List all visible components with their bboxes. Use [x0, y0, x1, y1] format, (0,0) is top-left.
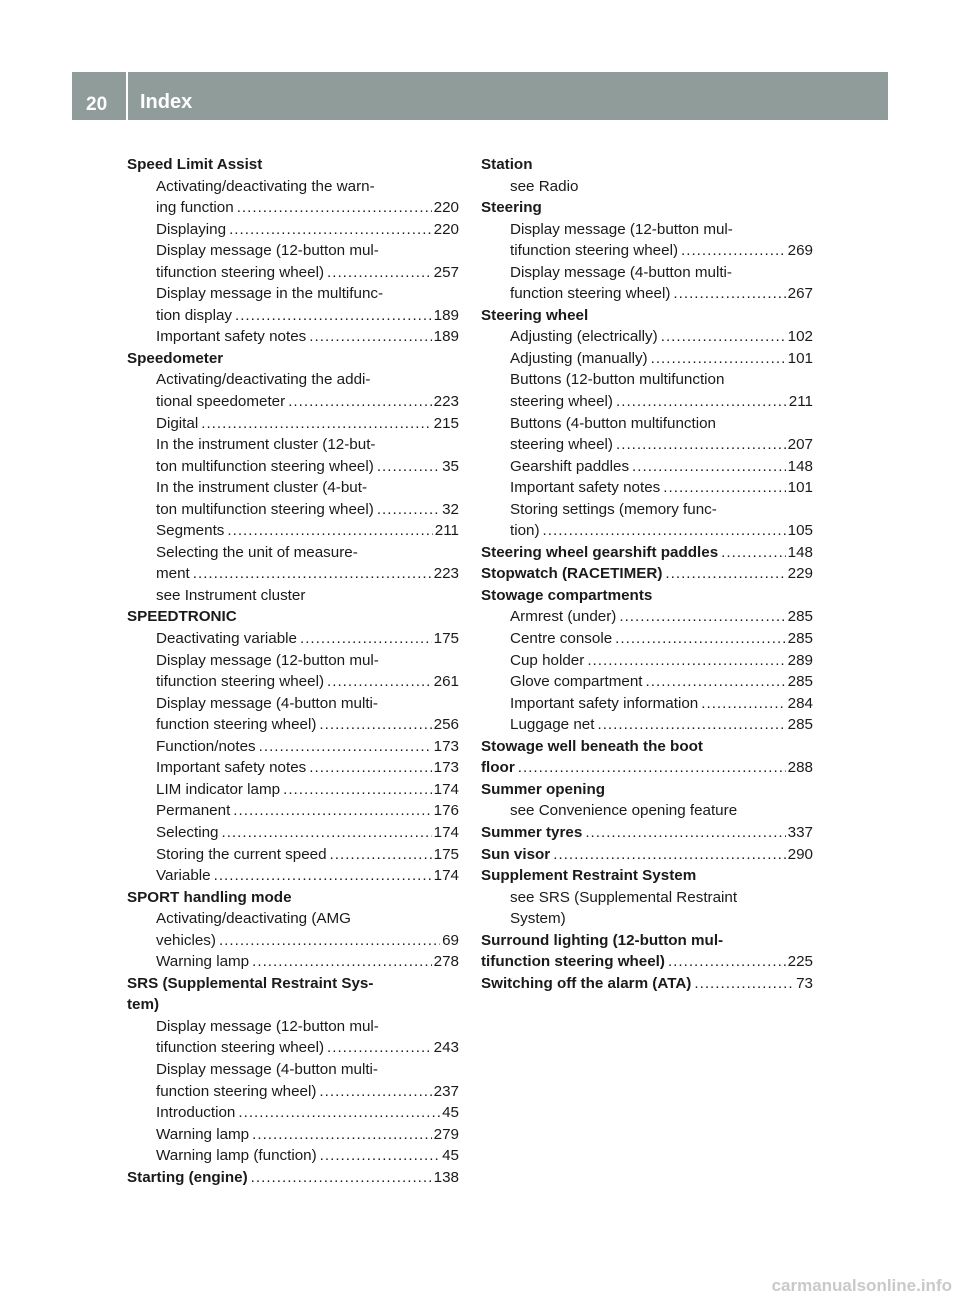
- index-subentry: [481, 520, 813, 542]
- dot-leader: [227, 520, 432, 542]
- dot-leader: [543, 520, 786, 542]
- index-subentry: Display message (4-button multi-: [156, 1060, 378, 1078]
- entry-text: Digital: [156, 414, 199, 432]
- entry-text: Centre console: [510, 630, 613, 648]
- dot-leader: [694, 973, 794, 995]
- entry-text: Glove compartment: [510, 673, 643, 691]
- index-heading: Station: [481, 156, 533, 173]
- index-subentry: [481, 326, 813, 348]
- entry-text: tion display: [156, 306, 232, 324]
- entry-text: steering wheel): [510, 393, 613, 411]
- page-reference: 189: [433, 306, 459, 324]
- page-reference: 215: [433, 414, 459, 432]
- dot-leader: [327, 1037, 432, 1059]
- index-subentry: [127, 326, 459, 348]
- dot-leader: [214, 865, 432, 887]
- entry-text: Important safety notes: [156, 759, 307, 777]
- entry-text: Introduction: [156, 1104, 236, 1122]
- index-subentry: [127, 197, 459, 219]
- entry-text: tifunction steering wheel): [156, 263, 324, 281]
- entry-text: Starting (engine): [127, 1168, 248, 1186]
- entry-text: Cup holder: [510, 651, 585, 669]
- page-reference: 229: [787, 565, 813, 583]
- page-reference: 101: [787, 349, 813, 367]
- index-subentry: see Radio: [510, 177, 579, 195]
- index-subentry: Activating/deactivating (AMG: [156, 910, 351, 928]
- page-reference: 69: [442, 931, 459, 949]
- index-subentry: [481, 240, 813, 262]
- dot-leader: [288, 391, 431, 413]
- index-subentry: [127, 1102, 459, 1124]
- index-subentry: [127, 714, 459, 736]
- index-heading: SRS (Supplemental Restraint Sys-: [127, 974, 374, 992]
- page-reference: 285: [787, 630, 813, 648]
- dot-leader: [237, 197, 432, 219]
- index-subentry: Display message (4-button multi-: [510, 263, 732, 281]
- index-heading: Surround lighting (12-button mul-: [481, 931, 724, 949]
- page-reference: 174: [433, 823, 459, 841]
- page-reference: 269: [787, 242, 813, 260]
- page-reference: 189: [433, 328, 459, 346]
- dot-leader: [319, 714, 431, 736]
- dot-leader: [681, 240, 786, 262]
- index-subentry: Display message in the multifunc-: [156, 285, 384, 303]
- page-reference: 223: [433, 565, 459, 583]
- page-reference: 261: [433, 673, 459, 691]
- index-subentry: System): [510, 910, 566, 928]
- index-subentry: Buttons (4-button multifunction: [510, 414, 716, 432]
- dot-leader: [319, 1081, 431, 1103]
- entry-text: vehicles): [156, 931, 216, 949]
- entry-text: Selecting: [156, 823, 219, 841]
- index-subentry: [481, 628, 813, 650]
- index-heading: [481, 951, 813, 973]
- page-reference: 220: [433, 199, 459, 217]
- index-heading: Summer opening: [481, 780, 606, 798]
- entry-text: Important safety information: [510, 694, 699, 712]
- page-reference: 148: [787, 543, 813, 561]
- index-subentry: [127, 671, 459, 693]
- page-reference: 148: [787, 457, 813, 475]
- index-subentry: [127, 1037, 459, 1059]
- index-subentry: see Convenience opening feature: [510, 802, 738, 820]
- page-reference: 243: [433, 1039, 459, 1057]
- entry-text: Luggage net: [510, 716, 595, 734]
- index-subentry: [481, 283, 813, 305]
- index-subentry: [481, 671, 813, 693]
- index-subentry: [127, 456, 459, 478]
- dot-leader: [259, 736, 432, 758]
- index-subentry: [127, 1124, 459, 1146]
- entry-text: tifunction steering wheel): [156, 1039, 324, 1057]
- index-subentry: [481, 434, 813, 456]
- entry-text: ment: [156, 565, 190, 583]
- entry-text: Important safety notes: [510, 479, 661, 497]
- index-subentry: [481, 456, 813, 478]
- entry-text: Deactivating variable: [156, 630, 297, 648]
- page-reference: 101: [787, 479, 813, 497]
- page-reference: 278: [433, 953, 459, 971]
- page-reference: 220: [433, 220, 459, 238]
- dot-leader: [377, 456, 440, 478]
- page-reference: 285: [787, 608, 813, 626]
- dot-leader: [283, 779, 432, 801]
- index-subentry: In the instrument cluster (12-but-: [156, 436, 376, 454]
- index-subentry: [127, 844, 459, 866]
- index-subentry: [127, 563, 459, 585]
- dot-leader: [651, 348, 786, 370]
- index-subentry: Display message (12-button mul-: [156, 242, 379, 260]
- index-subentry: [127, 822, 459, 844]
- index-heading: [481, 822, 813, 844]
- page-reference: 207: [787, 436, 813, 454]
- dot-leader: [553, 844, 785, 866]
- index-subentry: [481, 606, 813, 628]
- entry-text: Function/notes: [156, 737, 256, 755]
- dot-leader: [587, 650, 785, 672]
- dot-leader: [377, 499, 440, 521]
- page-reference: 174: [433, 867, 459, 885]
- entry-text: Sun visor: [481, 845, 551, 863]
- dot-leader: [585, 822, 785, 844]
- page-reference: 45: [442, 1147, 459, 1165]
- page-reference: 237: [433, 1082, 459, 1100]
- page-reference: 223: [433, 393, 459, 411]
- page-reference: 257: [433, 263, 459, 281]
- index-heading: [127, 1167, 459, 1189]
- dot-leader: [327, 262, 432, 284]
- dot-leader: [327, 671, 432, 693]
- index-heading: [481, 757, 813, 779]
- entry-text: Summer tyres: [481, 823, 583, 841]
- page-reference: 211: [434, 522, 459, 540]
- entry-text: tifunction steering wheel): [510, 242, 678, 260]
- index-subentry: Activating/deactivating the warn-: [156, 177, 375, 195]
- dot-leader: [233, 800, 431, 822]
- entry-text: tion): [510, 522, 540, 540]
- entry-text: Permanent: [156, 802, 231, 820]
- entry-text: Warning lamp: [156, 1125, 250, 1143]
- dot-leader: [300, 628, 432, 650]
- page-reference: 73: [796, 974, 813, 992]
- dot-leader: [252, 1124, 432, 1146]
- page-reference: 176: [433, 802, 459, 820]
- entry-text: Variable: [156, 867, 211, 885]
- index-subentry: Display message (12-button mul-: [156, 1017, 379, 1035]
- entry-text: Adjusting (manually): [510, 349, 648, 367]
- dot-leader: [193, 563, 432, 585]
- page-reference: 288: [787, 759, 813, 777]
- entry-text: Steering wheel gearshift paddles: [481, 543, 719, 561]
- dot-leader: [201, 413, 431, 435]
- page-reference: 102: [787, 328, 813, 346]
- index-heading: Speedometer: [127, 349, 224, 367]
- index-column-left: [127, 154, 459, 1188]
- dot-leader: [673, 283, 785, 305]
- index-subentry: [481, 477, 813, 499]
- index-subentry: [127, 1145, 459, 1167]
- index-subentry: [481, 391, 813, 413]
- dot-leader: [238, 1102, 440, 1124]
- entry-text: Armrest (under): [510, 608, 617, 626]
- entry-text: Switching off the alarm (ATA): [481, 974, 692, 992]
- page-reference: 32: [442, 500, 459, 518]
- index-subentry: Activating/deactivating the addi-: [156, 371, 371, 389]
- page-reference: 256: [433, 716, 459, 734]
- index-subentry: [127, 865, 459, 887]
- page-reference: 174: [433, 780, 459, 798]
- index-subentry: [127, 499, 459, 521]
- page-reference: 225: [787, 953, 813, 971]
- dot-leader: [665, 563, 785, 585]
- dot-leader: [518, 757, 786, 779]
- index-subentry: [481, 650, 813, 672]
- index-heading: [481, 563, 813, 585]
- index-subentry: [127, 262, 459, 284]
- dot-leader: [616, 391, 787, 413]
- page-reference: 285: [787, 716, 813, 734]
- index-subentry: [127, 1081, 459, 1103]
- page-reference: 45: [442, 1104, 459, 1122]
- page-reference: 173: [433, 759, 459, 777]
- entry-text: Storing the current speed: [156, 845, 327, 863]
- entry-text: Displaying: [156, 220, 227, 238]
- index-subentry: [127, 757, 459, 779]
- dot-leader: [632, 456, 786, 478]
- index-subentry: [127, 305, 459, 327]
- page-reference: 175: [433, 845, 459, 863]
- dot-leader: [309, 757, 431, 779]
- entry-text: ton multifunction steering wheel): [156, 500, 374, 518]
- dot-leader: [721, 542, 785, 564]
- dot-leader: [661, 326, 786, 348]
- page-reference: 175: [433, 630, 459, 648]
- dot-leader: [309, 326, 431, 348]
- index-subentry: see Instrument cluster: [156, 586, 306, 604]
- index-subentry: Storing settings (memory func-: [510, 500, 717, 518]
- index-subentry: [127, 930, 459, 952]
- dot-leader: [616, 434, 786, 456]
- dot-leader: [663, 477, 785, 499]
- page-reference: 211: [788, 393, 813, 411]
- index-heading: Stowage well beneath the boot: [481, 737, 703, 755]
- page-reference: 105: [787, 522, 813, 540]
- entry-text: Stopwatch (RACETIMER): [481, 565, 663, 583]
- page-reference: 290: [787, 845, 813, 863]
- page-reference: 337: [787, 823, 813, 841]
- entry-text: Gearshift paddles: [510, 457, 630, 475]
- index-heading: tem): [127, 996, 160, 1014]
- index-heading: Steering wheel: [481, 306, 589, 324]
- dot-leader: [252, 951, 432, 973]
- index-subentry: Display message (12-button mul-: [156, 651, 379, 669]
- section-title: Index: [140, 91, 193, 113]
- page-reference: 138: [433, 1168, 459, 1186]
- entry-text: Warning lamp: [156, 953, 250, 971]
- page-reference: 285: [787, 673, 813, 691]
- entry-text: Important safety notes: [156, 328, 307, 346]
- entry-text: function steering wheel): [510, 285, 671, 303]
- entry-text: tifunction steering wheel): [481, 953, 665, 971]
- index-subentry: [127, 736, 459, 758]
- header-divider: [126, 72, 128, 120]
- dot-leader: [701, 693, 785, 715]
- index-subentry: Buttons (12-button multifunction: [510, 371, 725, 389]
- index-subentry: [127, 520, 459, 542]
- entry-text: function steering wheel): [156, 1082, 317, 1100]
- dot-leader: [221, 822, 431, 844]
- entry-text: tifunction steering wheel): [156, 673, 324, 691]
- dot-leader: [235, 305, 432, 327]
- dot-leader: [219, 930, 440, 952]
- page-reference: 279: [433, 1125, 459, 1143]
- index-subentry: [127, 391, 459, 413]
- page-reference: 267: [787, 285, 813, 303]
- index-subentry: Selecting the unit of measure-: [156, 543, 358, 561]
- index-subentry: [127, 800, 459, 822]
- index-subentry: [127, 413, 459, 435]
- index-column-right: [481, 154, 813, 994]
- entry-text: ton multifunction steering wheel): [156, 457, 374, 475]
- index-subentry: [481, 714, 813, 736]
- index-heading: Steering: [481, 199, 542, 217]
- page-number: 20: [86, 94, 108, 115]
- dot-leader: [229, 219, 432, 241]
- dot-leader: [330, 844, 432, 866]
- entry-text: function steering wheel): [156, 716, 317, 734]
- index-heading: [481, 542, 813, 564]
- index-subentry: Display message (12-button mul-: [510, 220, 733, 238]
- index-subentry: In the instrument cluster (4-but-: [156, 479, 368, 497]
- page-reference: 35: [442, 457, 459, 475]
- index-subentry: [127, 779, 459, 801]
- header-bar: [72, 72, 888, 120]
- entry-text: floor: [481, 759, 515, 777]
- index-heading: Supplement Restraint System: [481, 867, 697, 885]
- entry-text: tional speedometer: [156, 393, 286, 411]
- index-subentry: [127, 219, 459, 241]
- index-subentry: [127, 951, 459, 973]
- entry-text: steering wheel): [510, 436, 613, 454]
- dot-leader: [668, 951, 786, 973]
- entry-text: ing function: [156, 199, 234, 217]
- dot-leader: [320, 1145, 440, 1167]
- index-heading: SPORT handling mode: [127, 888, 292, 906]
- index-subentry: [481, 693, 813, 715]
- index-subentry: Display message (4-button multi-: [156, 694, 378, 712]
- entry-text: Segments: [156, 522, 225, 540]
- dot-leader: [597, 714, 785, 736]
- watermark: carmanualsonline.info: [771, 1276, 952, 1295]
- entry-text: LIM indicator lamp: [156, 780, 281, 798]
- index-heading: Speed Limit Assist: [127, 156, 263, 173]
- dot-leader: [646, 671, 786, 693]
- index-subentry: [481, 348, 813, 370]
- index-subentry: [127, 628, 459, 650]
- index-heading: [481, 973, 813, 995]
- index-heading: [481, 844, 813, 866]
- index-heading: SPEEDTRONIC: [127, 608, 237, 626]
- index-heading: Stowage compartments: [481, 586, 653, 604]
- page-reference: 173: [433, 737, 459, 755]
- dot-leader: [619, 606, 785, 628]
- dot-leader: [251, 1167, 432, 1189]
- entry-text: Adjusting (electrically): [510, 328, 658, 346]
- page-reference: 289: [787, 651, 813, 669]
- index-subentry: see SRS (Supplemental Restraint: [510, 888, 738, 906]
- dot-leader: [615, 628, 786, 650]
- entry-text: Warning lamp (function): [156, 1147, 317, 1165]
- page-reference: 284: [787, 694, 813, 712]
